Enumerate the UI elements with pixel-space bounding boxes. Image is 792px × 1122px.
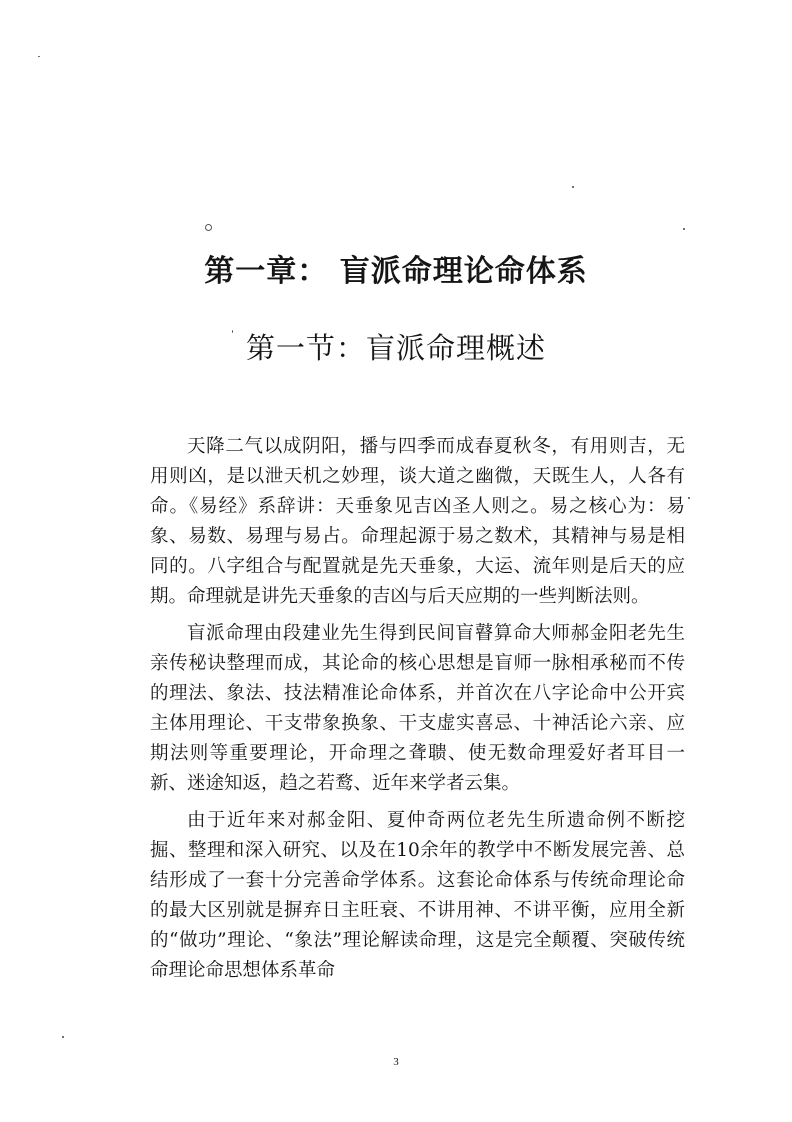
page-number: 3 [393, 1056, 399, 1068]
scan-artifact-speck [688, 497, 690, 499]
paragraph: 天降二气以成阴阳，播与四季而成春夏秋冬，有用则吉，无用则凶，是以泄天机之妙理，谈大道之幽微，天既生人，人各有命。《易经》系辞讲：天垂象见吉凶圣人则之。易之核心为：易象、易数、易理与易占。命理起源于易之数术，其精神与易是相同的。八字组合与配置就是先天垂象，大运、流年则是后天的应期。命理就是讲先天垂象的吉凶与后天应期的一些判断法则。 [150, 436, 685, 607]
scan-artifact-ring [205, 224, 212, 231]
section-title: 第一节：盲派命理概述 [245, 331, 546, 365]
chapter-title: 第一章： 盲派命理论命体系 [204, 254, 588, 289]
scan-artifact-speck [62, 1036, 64, 1038]
scan-artifact-speck [683, 228, 685, 230]
scan-artifact-speck [572, 186, 574, 188]
body-text [150, 432, 685, 993]
paragraph: 盲派命理由段建业先生得到民间盲瞽算命大师郝金阳老先生亲传秘诀整理而成，其论命的核心思想是盲师一脉相承秘而不传的理法、象法、技法精准论命体系，并首次在八字论命中公开宾主体用理论、干支带象换象、干支虚实喜忌、十神活论六亲、应期法则等重要理论，开命理之聋聩、使无数命理爱好者耳目一新、迷途知返，趋之若鹜、近年来学者云集。 [150, 623, 685, 794]
scan-artifact-speck [38, 56, 40, 57]
paragraph: 由于近年来对郝金阳、夏仲奇两位老先生所遗命例不断挖掘、整理和深入研究、以及在10余年的教学中不断发展完善、总结形成了一套十分完善命学体系。这套论命体系与传统命理论命的最大区别就是摒弃日主旺衰、不讲用神、不讲平衡，应用全新的“做功”理论、“象法”理论解读命理，这是完全颠覆、突破传统命理论命思想体系革命 [150, 810, 685, 981]
